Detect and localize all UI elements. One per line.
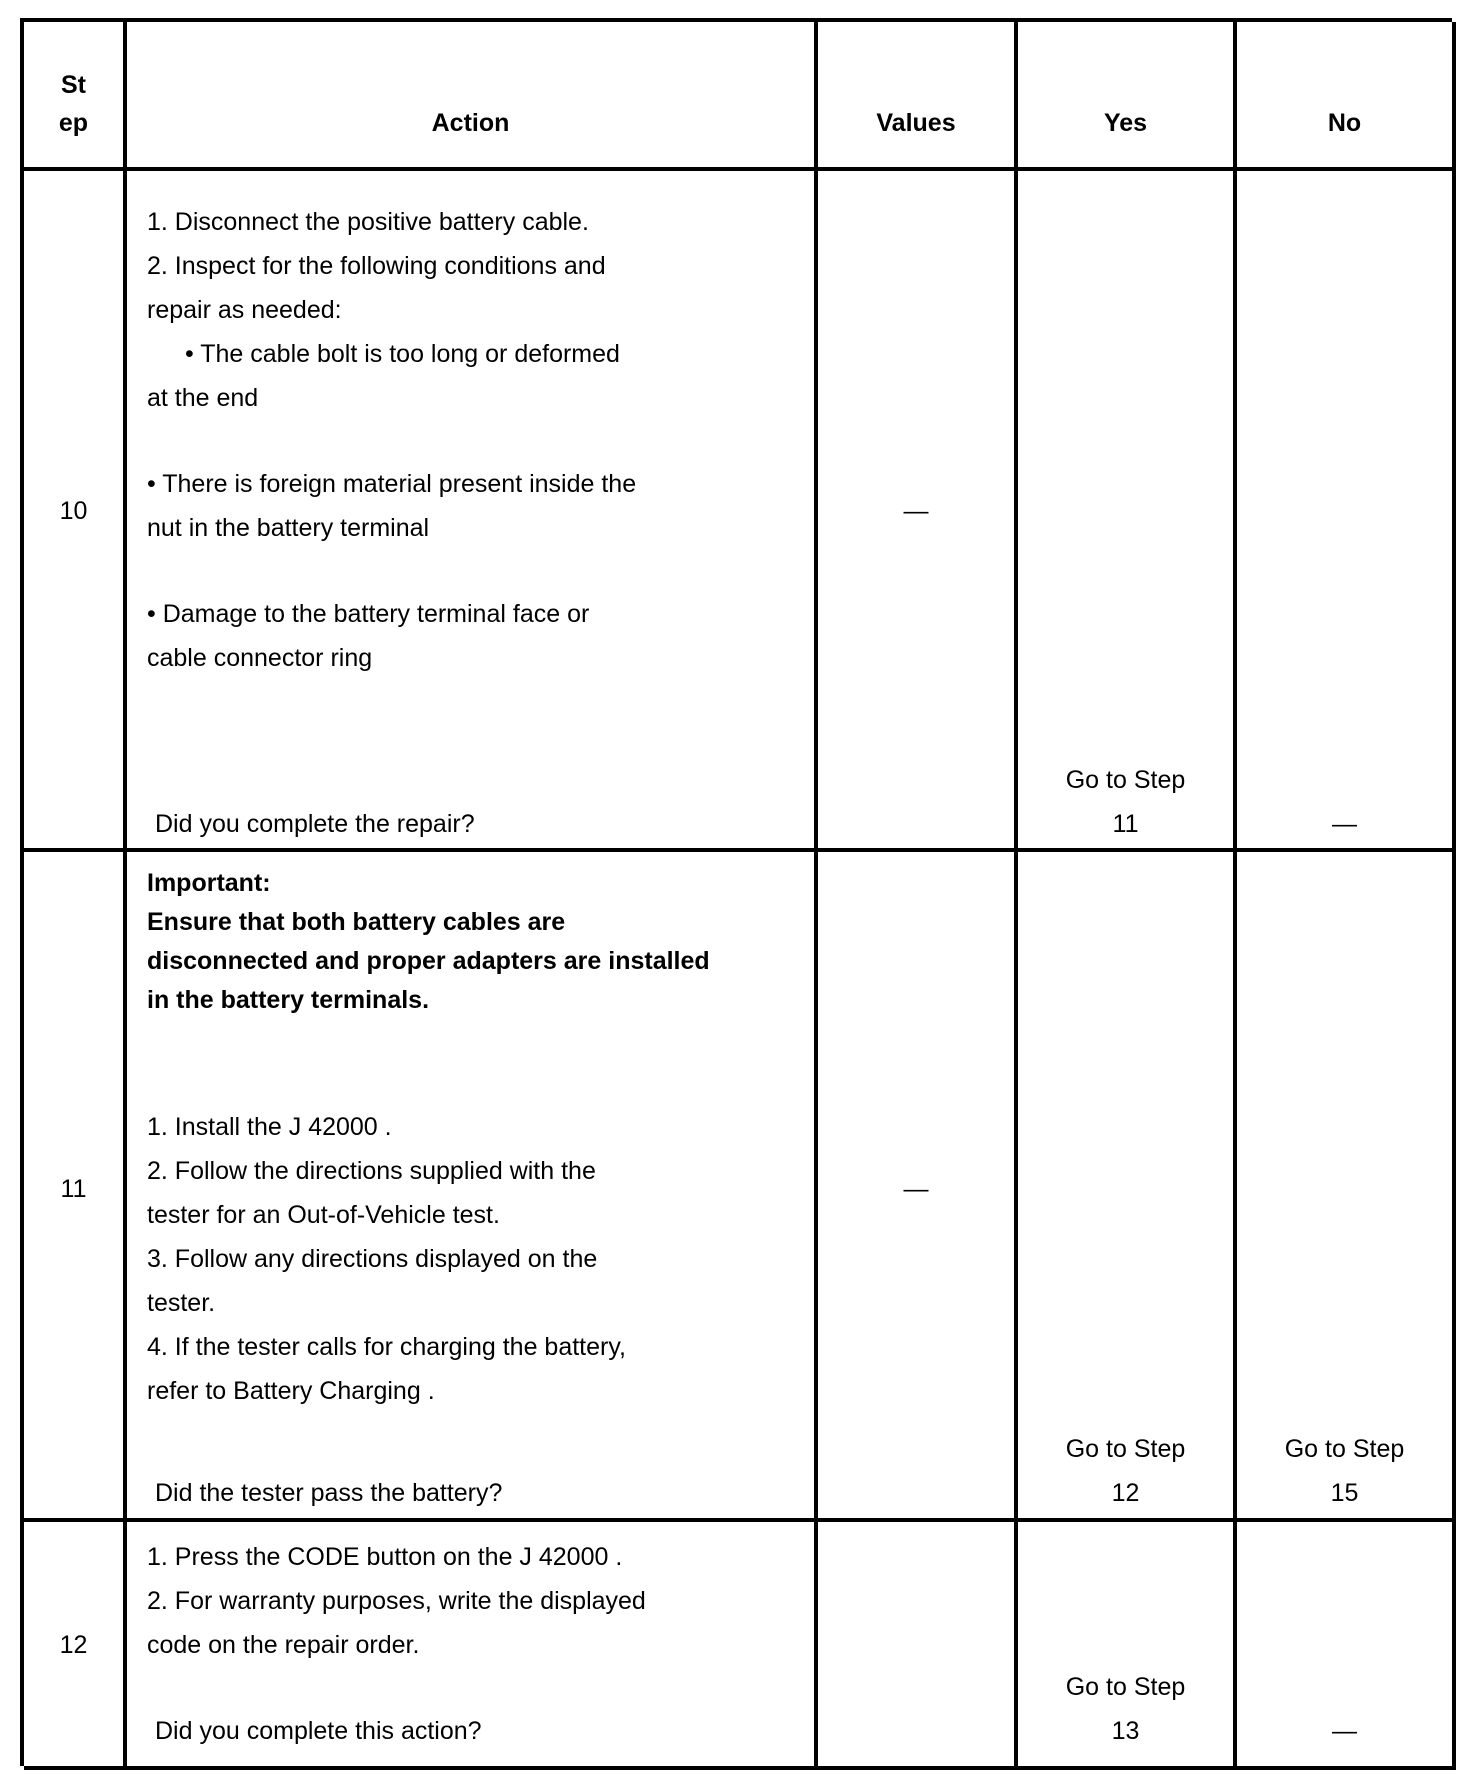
row-10-yes-line-1: Go to Step	[1065, 766, 1186, 794]
row-10-question: Did you complete the repair?	[155, 810, 475, 838]
row-10-action-line: • Damage to the battery terminal face or	[147, 600, 590, 628]
row-11-yes-cell	[1018, 852, 1237, 1522]
row-10-step: 10	[59, 497, 88, 525]
row-11-action-line: tester.	[147, 1289, 216, 1317]
row-10-action-line: • The cable bolt is too long or deformed	[185, 340, 620, 368]
row-10-values: —	[903, 497, 929, 525]
row-10-action-line: • There is foreign material present inside the	[147, 470, 637, 498]
row-10-yes-line-2: 11	[1112, 810, 1139, 838]
row-12-yes-line-2: 13	[1111, 1717, 1140, 1745]
row-12-step: 12	[59, 1631, 88, 1659]
row-12-yes-cell	[1018, 1522, 1237, 1770]
row-11-action-line: tester for an Out-of-Vehicle test.	[147, 1201, 500, 1229]
row-12-no: —	[1332, 1717, 1357, 1745]
row-10-yes-cell	[1018, 171, 1237, 852]
row-11-important-line: in the battery terminals.	[147, 986, 430, 1014]
row-11-action-line: refer to Battery Charging .	[147, 1377, 435, 1405]
row-11-no-line-1: Go to Step	[1284, 1435, 1405, 1463]
row-12-step-cell	[24, 1522, 127, 1770]
row-10-no: —	[1332, 810, 1357, 838]
row-11-step: 11	[60, 1175, 87, 1203]
row-10-values-cell	[818, 171, 1018, 852]
row-11-action-line: 3. Follow any directions displayed on the	[147, 1245, 598, 1273]
header-values: Values	[876, 109, 956, 137]
row-10-action-line: 1. Disconnect the positive battery cable.	[147, 208, 589, 236]
header-yes: Yes	[1103, 109, 1148, 137]
row-12-values-cell	[818, 1522, 1018, 1770]
header-step-line-2: ep	[58, 109, 89, 137]
row-11-question: Did the tester pass the battery?	[155, 1479, 503, 1507]
row-11-step-cell	[24, 852, 127, 1522]
row-11-values-cell	[818, 852, 1018, 1522]
row-12-action-line: 1. Press the CODE button on the J 42000 .	[147, 1543, 623, 1571]
row-10-action-line: nut in the battery terminal	[147, 514, 430, 542]
row-10-action-line: cable connector ring	[147, 644, 373, 672]
row-12-action-line: 2. For warranty purposes, write the displayed	[147, 1587, 646, 1615]
row-11-action-line: 2. Follow the directions supplied with the	[147, 1157, 596, 1185]
row-12-question: Did you complete this action?	[155, 1717, 482, 1745]
header-values-cell	[818, 22, 1018, 171]
row-11-no-cell	[1237, 852, 1456, 1522]
header-no: No	[1327, 109, 1362, 137]
row-10-action-cell	[127, 171, 818, 852]
row-10-action-line: at the end	[147, 384, 259, 412]
row-11-action-line: 4. If the tester calls for charging the battery,	[147, 1333, 626, 1361]
row-10-no-cell	[1237, 171, 1456, 852]
header-step-cell	[24, 22, 127, 171]
row-12-action-line: code on the repair order.	[147, 1631, 420, 1659]
row-12-no-cell	[1237, 1522, 1456, 1770]
row-10-step-cell	[24, 171, 127, 852]
row-11-important-line: disconnected and proper adapters are installed	[147, 947, 710, 975]
row-11-important-line: Ensure that both battery cables are	[147, 908, 566, 936]
row-10-action-line: 2. Inspect for the following conditions and	[147, 252, 606, 280]
header-action: Action	[431, 109, 510, 137]
row-11-action-cell	[127, 852, 818, 1522]
row-11-no-line-2: 15	[1330, 1479, 1359, 1507]
row-11-important-label: Important:	[147, 869, 271, 897]
row-11-yes-line-2: 12	[1111, 1479, 1140, 1507]
header-step-line-1: St	[61, 71, 86, 99]
row-12-action-cell	[127, 1522, 818, 1770]
row-12-yes-line-1: Go to Step	[1065, 1673, 1186, 1701]
header-action-cell	[127, 22, 818, 171]
row-11-yes-line-1: Go to Step	[1065, 1435, 1186, 1463]
header-no-cell	[1237, 22, 1456, 171]
header-yes-cell	[1018, 22, 1237, 171]
row-11-values: —	[903, 1175, 929, 1203]
row-10-action-line: repair as needed:	[147, 296, 342, 324]
diagnostic-table	[20, 18, 1452, 1766]
row-11-action-line: 1. Install the J 42000 .	[147, 1113, 392, 1141]
